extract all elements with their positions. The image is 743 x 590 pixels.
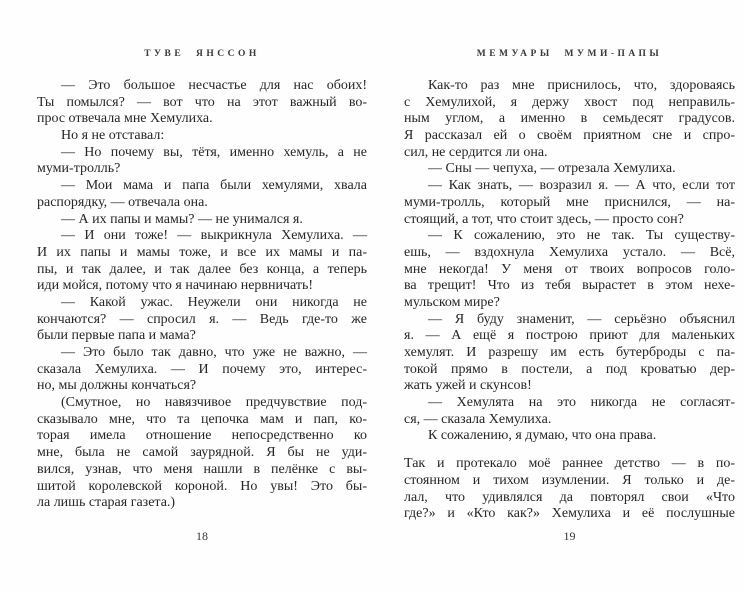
text-line: сказала Хемулиха. — И почему это, интерес- <box>37 361 367 377</box>
text-line: мне некогда! У меня от твоих вопросов голо- <box>404 261 735 277</box>
text-line: — Мои мама и папа были хемулями, хвала <box>61 178 367 194</box>
text-line: — Сны — чепуха, — отрезала Хемулиха. <box>428 161 676 177</box>
text-line: где?» и «Кто как?» Хемулиха и её послушные <box>404 506 735 522</box>
running-head-author: ТУВЕ ЯНССОН <box>144 49 260 59</box>
text-line: пы, и так далее, и так далее без конца, а теперь <box>37 261 367 277</box>
page-number-left: 18 <box>196 529 208 543</box>
text-line: лал, что удивлялся да повторял свои «Что <box>404 489 735 505</box>
page-right <box>404 0 735 590</box>
text-line: кончаются? — спросил я. — Ведь где-то же <box>37 311 367 327</box>
text-line: — А их папы и мамы? — не унимался я. <box>61 211 303 227</box>
text-line: стоящий, а тот, что стоит здесь, — просто сон? <box>404 211 684 227</box>
text-line: сказывало мне, что та цепочка мам и пап, ко- <box>37 411 367 427</box>
text-line: распорядку, — отвечала она. <box>37 194 208 210</box>
text-line: — Я буду знаменит, — серьёзно объяснил <box>428 311 735 327</box>
text-line: мне, была не самой заурядной. Я бы не уди- <box>37 445 367 461</box>
page-body-right <box>404 78 735 523</box>
text-line: муми-тролль, который мне приснился, — на- <box>404 194 735 210</box>
text-line: с Хемулихой, я держу хвост под неправиль- <box>404 94 735 110</box>
text-line: Но я не отставал: <box>61 128 165 144</box>
blank-line <box>404 445 735 456</box>
text-line: К сожалению, я думаю, что она права. <box>428 428 657 444</box>
text-line: Как-то раз мне приснилось, что, здороваясь <box>428 78 735 93</box>
text-line: Так и протекало моё раннее детство — в по- <box>404 456 735 472</box>
text-line: сил, не сердится ли она. <box>404 144 548 160</box>
text-line: ся, — сказала Хемулиха. <box>404 411 552 427</box>
text-line: прос отвечала мне Хемулиха. <box>37 111 213 127</box>
text-line: шитой королевской короной. Но увы! Это бы- <box>37 478 367 494</box>
page-left <box>37 0 367 590</box>
text-line: — И они тоже! — выкрикнула Хемулиха. — <box>61 228 367 244</box>
page-body-left <box>37 78 367 512</box>
text-line: ешь, — вздохнула Хемулиха устало. — Всё, <box>404 244 735 260</box>
text-line: — Это большое несчастье для нас обоих! <box>61 78 367 93</box>
text-line: ла лишь старая газета.) <box>37 495 176 511</box>
text-line: — Хемулята на это никогда не согласят- <box>428 395 735 411</box>
text-line: И их папы и мамы тоже, и все их мамы и па- <box>37 244 367 260</box>
text-line: хемулят. И разрешу им есть бутерброды с па- <box>404 345 735 360</box>
text-line: но, мы должны кончаться? <box>37 378 197 394</box>
text-line: Я рассказал ей о своём приятном сне и спро- <box>404 128 735 144</box>
text-line: токой прямо в постели, а под кроватью дер- <box>404 361 735 377</box>
text-line: муми-тролль? <box>37 161 121 177</box>
text-line: стоянном и тихом изумлении. Я только и де- <box>404 472 735 488</box>
text-line: жать ужей и скунсов! <box>404 378 532 394</box>
text-line: (Смутное, но навязчивое предчувствие под- <box>61 395 367 411</box>
page-number-right: 19 <box>563 529 576 543</box>
text-line: — Как знать, — возразил я. — А что, если тот <box>428 178 735 194</box>
text-line: ным углом, а именно в семьдесят градусов. <box>404 111 735 127</box>
text-line: торая имела отношение непосредственно ко <box>37 428 367 444</box>
text-line: — К сожалению, это не так. Ты существу- <box>428 228 735 244</box>
text-line: иди мойся, потому что я начинаю нервничать! <box>37 278 314 294</box>
text-line: Ты помылся? — вот что на этот важный во- <box>37 94 367 110</box>
text-line: вился, узнав, что меня нашли в пелёнке с вы- <box>37 461 367 477</box>
running-head-title: МЕМУАРЫ МУМИ-ПАПЫ <box>476 49 663 59</box>
text-line: — Какой ужас. Неужели они никогда не <box>61 294 367 310</box>
text-line: — Это было так давно, что уже не важно, — <box>61 345 367 360</box>
text-line: были первые папа и мама? <box>37 328 196 344</box>
text-line: — Но почему вы, тётя, именно хемуль, а не <box>61 144 367 160</box>
text-line: я. — А ещё я построю приют для маленьких <box>404 328 735 344</box>
text-line: ва трещит! Что из тебя вырастет в этом нехе- <box>404 278 735 294</box>
text-line: мульском мире? <box>404 294 500 310</box>
